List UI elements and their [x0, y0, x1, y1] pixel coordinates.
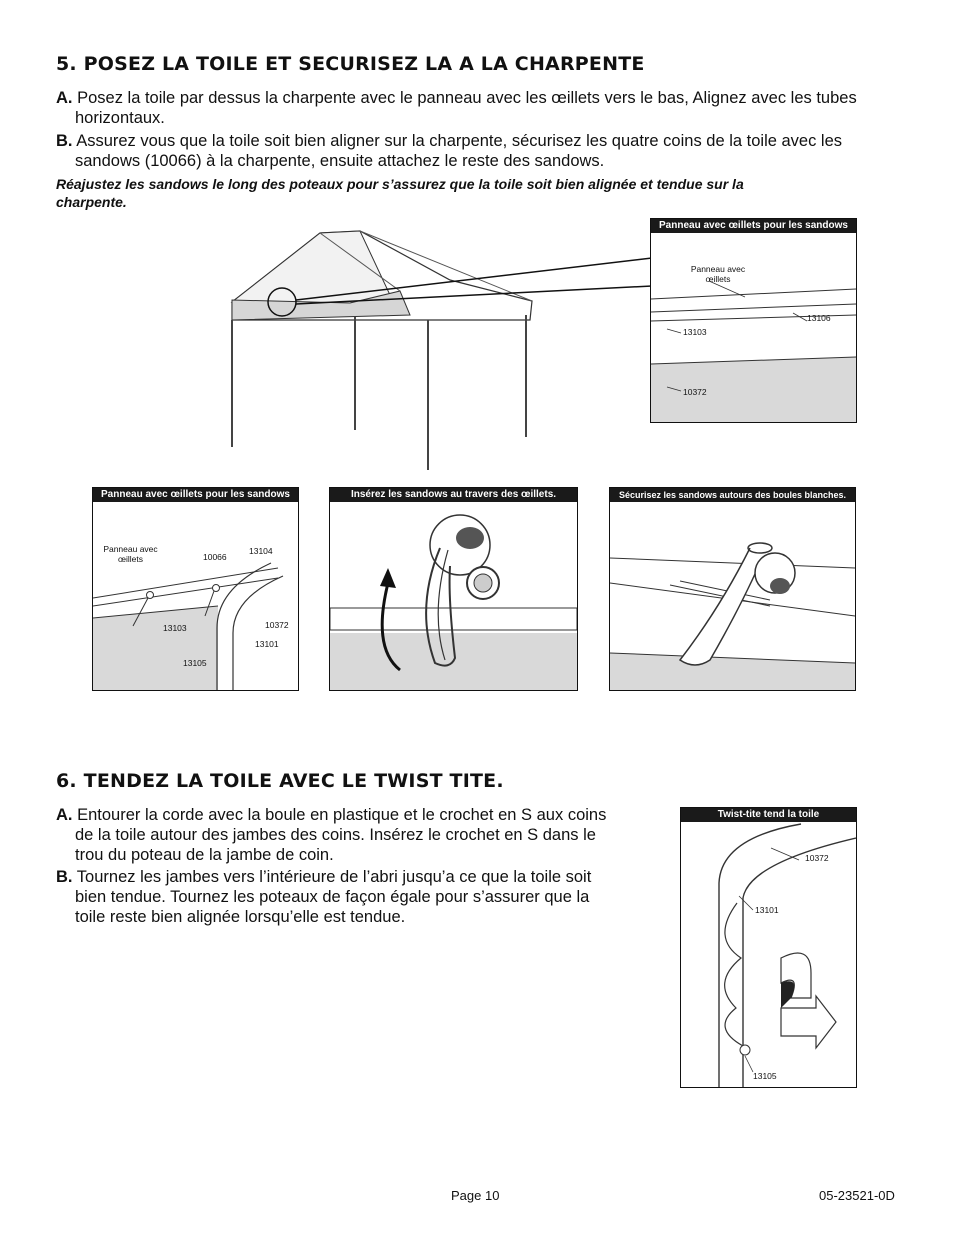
panel-twist-drawing	[681, 808, 856, 1087]
section-5-step-b	[56, 131, 906, 171]
page-number: Page 10	[451, 1188, 500, 1203]
panel-right-drawing	[610, 488, 855, 690]
step-a-text-line2: horizontaux.	[75, 109, 165, 127]
detail-label-panel-line1: Panneau avec	[690, 264, 746, 274]
panel-twist-part-10372: 10372	[805, 853, 829, 863]
section-6-heading: 6. TENDEZ LA TOILE AVEC LE TWIST TITE.	[56, 770, 504, 792]
detail-label-panel	[683, 264, 753, 284]
section-5-note	[56, 175, 876, 211]
panel-left-part-13101: 13101	[255, 639, 279, 649]
step-b-text-line2: sandows (10066) à la charpente, ensuite attachez le reste des sandows.	[75, 152, 605, 170]
note-line2: charpente.	[56, 194, 127, 210]
panel-left-label-line2: œillets	[117, 554, 144, 564]
panel-twist-part-13101: 13101	[755, 905, 779, 915]
step-6a-line1: Entourer la corde avec la boule en plastique et le crochet en S aux coins	[77, 806, 607, 824]
step-b-text-line1: Assurez vous que la toile soit bien aligner sur la charpente, sécurisez les quatre coins de la toile avec les	[76, 132, 843, 150]
step-6b-line2: bien tendue. Tournez les poteaux de façon égale pour s’assurer que la	[75, 888, 590, 906]
panel-left-part-10372: 10372	[265, 620, 289, 630]
panel-left-title: Panneau avec œillets pour les sandows	[93, 488, 298, 502]
panel-left-part-13104: 13104	[249, 546, 273, 556]
step-a-marker: A.	[56, 89, 73, 107]
panel-twist-tite	[680, 807, 857, 1088]
step-6a-line3: trou du poteau de la jambe de coin.	[75, 846, 334, 864]
step-a-text-line1: Posez la toile par dessus la charpente avec le panneau avec les œillets vers le bas, Alignez avec les tubes	[77, 89, 857, 107]
section-5-step-a	[56, 88, 906, 128]
detail-label-panel-line2: œillets	[705, 274, 731, 284]
panel-mid-drawing	[330, 488, 577, 690]
step-6b-line1: Tournez les jambes vers l’intérieure de l’abri jusqu’a ce que la toile soit	[76, 868, 592, 886]
detail-panel-eyelets	[650, 218, 857, 423]
step-6b-marker: B.	[56, 868, 73, 886]
panel-mid-title: Insérez les sandows au travers des œillets.	[330, 488, 577, 502]
panel-left-part-10066: 10066	[203, 552, 227, 562]
panel-right-title: Sécurisez les sandows autours des boules blanches.	[610, 488, 855, 502]
document-number: 05-23521-0D	[819, 1188, 895, 1203]
step-6a-marker: A.	[56, 806, 73, 824]
section-6-step-a	[56, 805, 656, 865]
detail-part-13103: 13103	[683, 327, 707, 337]
panel-secure-sandows	[609, 487, 856, 691]
panel-twist-part-13105: 13105	[753, 1071, 777, 1081]
note-line1: Réajustez les sandows le long des poteaux pour s’assurez que la toile soit bien alignée et tendue sur la	[56, 176, 744, 192]
panel-left-part-13103: 13103	[163, 623, 187, 633]
step-6a-line2: de la toile autour des jambes des coins. Insérez le crochet en S dans le	[75, 826, 596, 844]
panel-twist-title: Twist-tite tend la toile	[681, 808, 856, 822]
step-b-marker: B.	[56, 132, 73, 150]
panel-left-label-panel	[98, 544, 163, 564]
panel-insert-sandows	[329, 487, 578, 691]
detail-part-13106: 13106	[807, 313, 831, 323]
section-6-step-b	[56, 867, 656, 927]
panel-left-label-line1: Panneau avec	[103, 544, 158, 554]
canopy-illustration	[220, 225, 660, 475]
step-6b-line3: toile reste bien alignée lorsqu’elle est tendue.	[75, 908, 406, 926]
detail-panel-title: Panneau avec œillets pour les sandows	[651, 219, 856, 233]
panel-left-part-13105: 13105	[183, 658, 207, 668]
detail-part-10372: 10372	[683, 387, 707, 397]
section-5-heading: 5. POSEZ LA TOILE ET SECURISEZ LA A LA CHARPENTE	[56, 53, 645, 75]
panel-eyelets-sandows	[92, 487, 299, 691]
